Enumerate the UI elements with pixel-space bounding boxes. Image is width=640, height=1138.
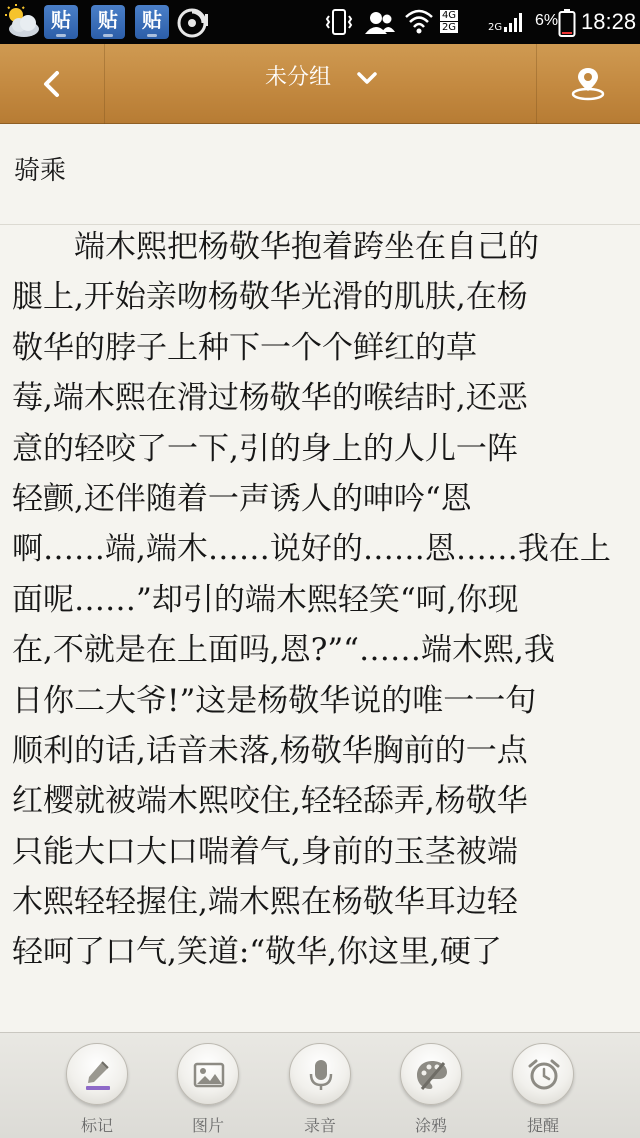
note-line: 莓,端木熙在滑过杨敬华的喉结时,还恶 (12, 380, 528, 417)
reminder-label: 提醒 (526, 1116, 559, 1135)
reminder-button-circle (512, 1043, 574, 1105)
app-header (0, 44, 640, 124)
doodle-label: 涂鸦 (414, 1116, 447, 1135)
note-line: 顺利的话,话音未落,杨敬华胸前的一点 (12, 732, 528, 769)
note-line: 日你二大爷!”这是杨敬华说的唯一一句 (12, 682, 537, 719)
contacts-icon (364, 10, 396, 34)
note-line: 啊……端,端木……说好的……恩……我在上 (12, 531, 611, 568)
wifi-icon (404, 8, 434, 34)
note-line: 端木熙把杨敬华抱着跨坐在自己的 (12, 229, 539, 265)
chevron-left-icon (40, 70, 64, 98)
mark-button-circle (66, 1043, 128, 1105)
note-line: 红樱就被端木熙咬住,轻轻舔弄,杨敬华 (12, 783, 528, 820)
image-icon (191, 1057, 227, 1093)
signal-icon (488, 10, 524, 34)
palette-icon (414, 1057, 450, 1093)
bottom-toolbar (0, 1032, 640, 1138)
image-button[interactable] (163, 1041, 253, 1137)
image-button-circle (177, 1043, 239, 1105)
battery-icon (558, 8, 576, 38)
microphone-icon (303, 1057, 339, 1093)
network-2g-label: 2G (441, 22, 457, 33)
record-button[interactable] (275, 1041, 365, 1137)
note-title[interactable]: 骑乘 (14, 156, 67, 186)
svg-text:2G: 2G (488, 22, 503, 33)
doodle-button-circle (400, 1043, 462, 1105)
paste-app-icon: 贴 (135, 5, 169, 39)
network-4g-label: 4G (441, 10, 457, 21)
note-line: 在,不就是在上面吗,恩?”“……端木熙,我 (12, 632, 555, 669)
network-type-badge (440, 10, 486, 34)
chevron-down-icon (356, 70, 378, 86)
location-pin-icon (569, 64, 607, 102)
alarm-clock-icon (526, 1057, 562, 1093)
group-selector[interactable] (240, 44, 410, 124)
note-line: 木熙轻轻握住,端木熙在杨敬华耳边轻 (12, 884, 518, 921)
status-bar (0, 0, 640, 44)
note-line: 腿上,开始亲吻杨敬华光滑的肌肤,在杨 (12, 279, 528, 316)
vibrate-icon (324, 8, 354, 36)
mark-label: 标记 (80, 1116, 113, 1135)
location-button[interactable] (537, 44, 640, 124)
paste-app-icon: 贴 (91, 5, 125, 39)
note-line: 意的轻咬了一下,引的身上的人儿一阵 (12, 430, 518, 467)
note-line: 敬华的脖子上种下一个个鲜红的草 (12, 329, 477, 366)
group-title: 未分组 (265, 65, 332, 90)
reminder-button[interactable] (498, 1041, 588, 1137)
divider (104, 44, 105, 124)
note-body[interactable] (12, 222, 628, 1032)
disc-icon (176, 6, 210, 40)
mark-button[interactable] (52, 1041, 142, 1137)
highlighter-icon (80, 1057, 116, 1093)
record-button-circle (289, 1043, 351, 1105)
image-label: 图片 (191, 1116, 224, 1135)
note-line: 轻颤,还伴随着一声诱人的呻吟“恩 (12, 480, 472, 517)
weather-icon (2, 3, 42, 43)
note-line: 面呢……”却引的端木熙轻笑“呵,你现 (12, 581, 519, 618)
note-line: 只能大口大口喘着气,身前的玉茎被端 (12, 833, 518, 870)
paste-app-icon: 贴 (44, 5, 78, 39)
clock: 18:28 (581, 9, 637, 34)
note-line: 轻呵了口气,笑道:“敬华,你这里,硬了 (12, 934, 502, 971)
record-label: 录音 (303, 1116, 336, 1135)
doodle-button[interactable] (386, 1041, 476, 1137)
back-button[interactable] (0, 44, 104, 124)
battery-percent: 6% (535, 12, 559, 29)
